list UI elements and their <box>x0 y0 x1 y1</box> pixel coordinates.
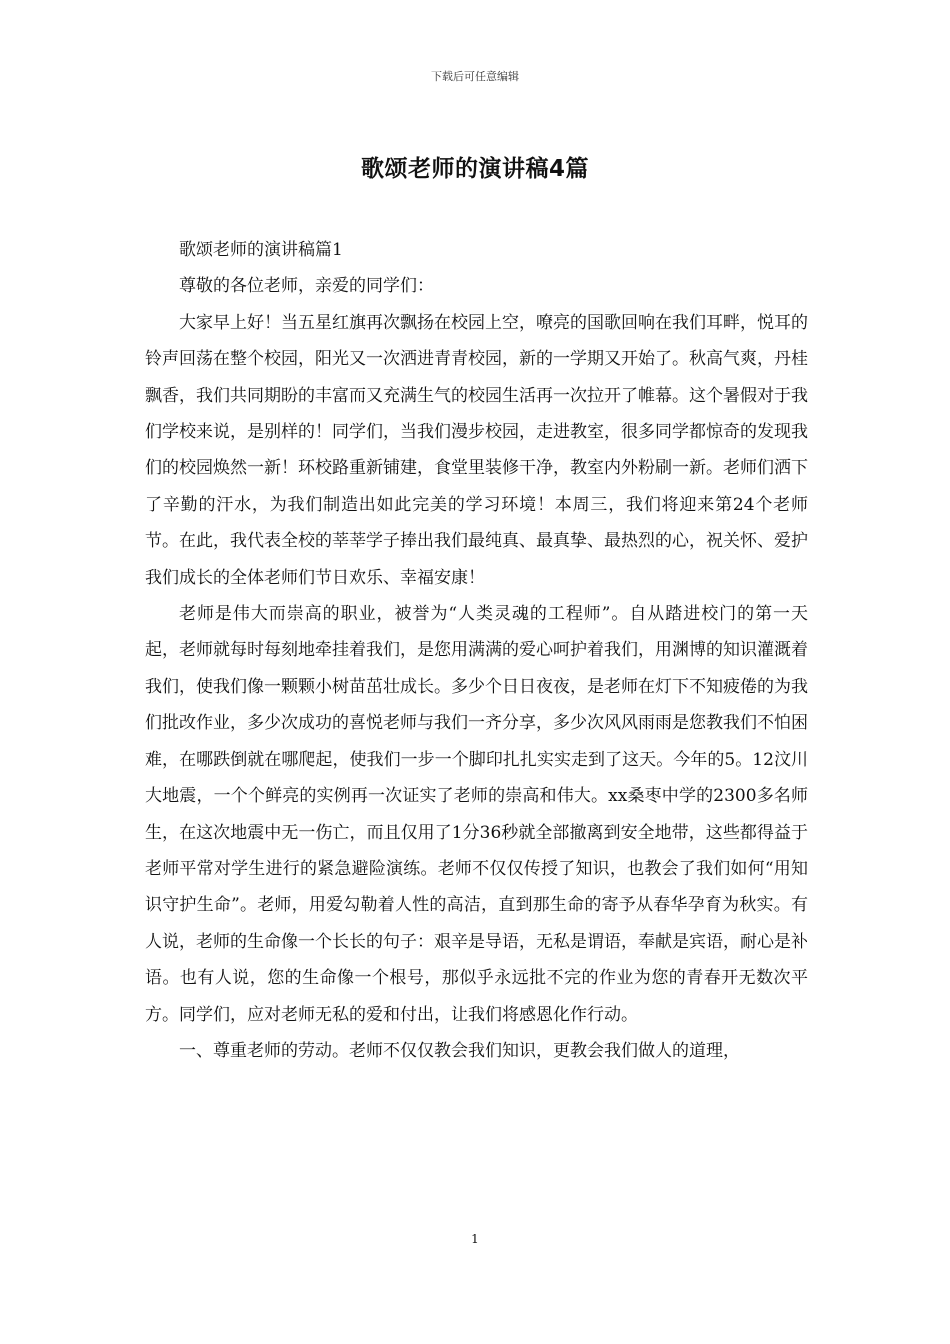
page-number: 1 <box>471 1232 479 1246</box>
section-heading: 歌颂老师的演讲稿篇1 <box>179 240 343 260</box>
body-paragraph: 大家早上好！当五星红旗再次飘扬在校园上空，嘹亮的国歌回响在我们耳畔，悦耳的铃声回荡在整个校园，阳光又一次洒进青青校园，新的一学期又开始了。秋高气爽，丹桂飘香，我们共同期盼的丰富而又充满生气的校园生活再一次拉开了帷幕。这个暑假对于我们学校来说，是别样的！同学们，当我们漫步校园，走进教室，很多同学都惊奇的发现我们的校园焕然一新！环校路重新铺建，食堂里装修干净，教室内外粉刷一新。老师们洒下了辛勤的汗水，为我们制造出如此完美的学习环境！本周三，我们将迎来第24个老师节。在此，我代表全校的莘莘学子捧出我们最纯真、最真挚、最热烈的心，祝关怀、爱护我们成长的全体老师们节日欢乐、幸福安康！ <box>145 312 808 588</box>
salutation: 尊敬的各位老师，亲爱的同学们： <box>179 276 434 297</box>
document-title: 歌颂老师的演讲稿4篇 <box>360 156 589 182</box>
body-paragraph: 老师是伟大而崇高的职业，被誉为“人类灵魂的工程师”。自从踏进校门的第一天起，老师就每时每刻地牵挂着我们，是您用满满的爱心呵护着我们，用渊博的知识灌溉着我们，使我们像一颗颗小树苗茁壮成长。多少个日日夜夜，是老师在灯下不知疲倦的为我们批改作业，多少次成功的喜悦老师与我们一齐分享，多少次风风雨雨是您教我们不怕困难，在哪跌倒就在哪爬起，使我们一步一个脚印扎扎实实走到了这天。今年的5。12汶川大地震，一个个鲜亮的实例再一次证实了老师的崇高和伟大。xx桑枣中学的2300多名师生，在这次地震中无一伤亡，而且仅用了1分36秒就全部撤离到安全地带，这些都得益于老师平常对学生进行的紧急避险演练。老师不仅仅传授了知识，也教会了我们如何“用知识守护生命”。老师，用爱勾勒着人性的高洁，直到那生命的寄予从春华孕育为秋实。有人说，老师的生命像一个长长的句子：艰辛是导语，无私是谓语，奉献是宾语，耐心是补语。也有人说，您的生命像一个根号，那似乎永远批不完的作业为您的青春开无数次平方。同学们，应对老师无私的爱和付出，让我们将感恩化作行动。 <box>145 604 808 1025</box>
document-body <box>145 232 808 1069</box>
header-note: 下载后可任意编辑 <box>431 70 519 83</box>
body-paragraph: 一、尊重老师的劳动。老师不仅仅教会我们知识，更教会我们做人的道理， <box>179 1040 740 1061</box>
